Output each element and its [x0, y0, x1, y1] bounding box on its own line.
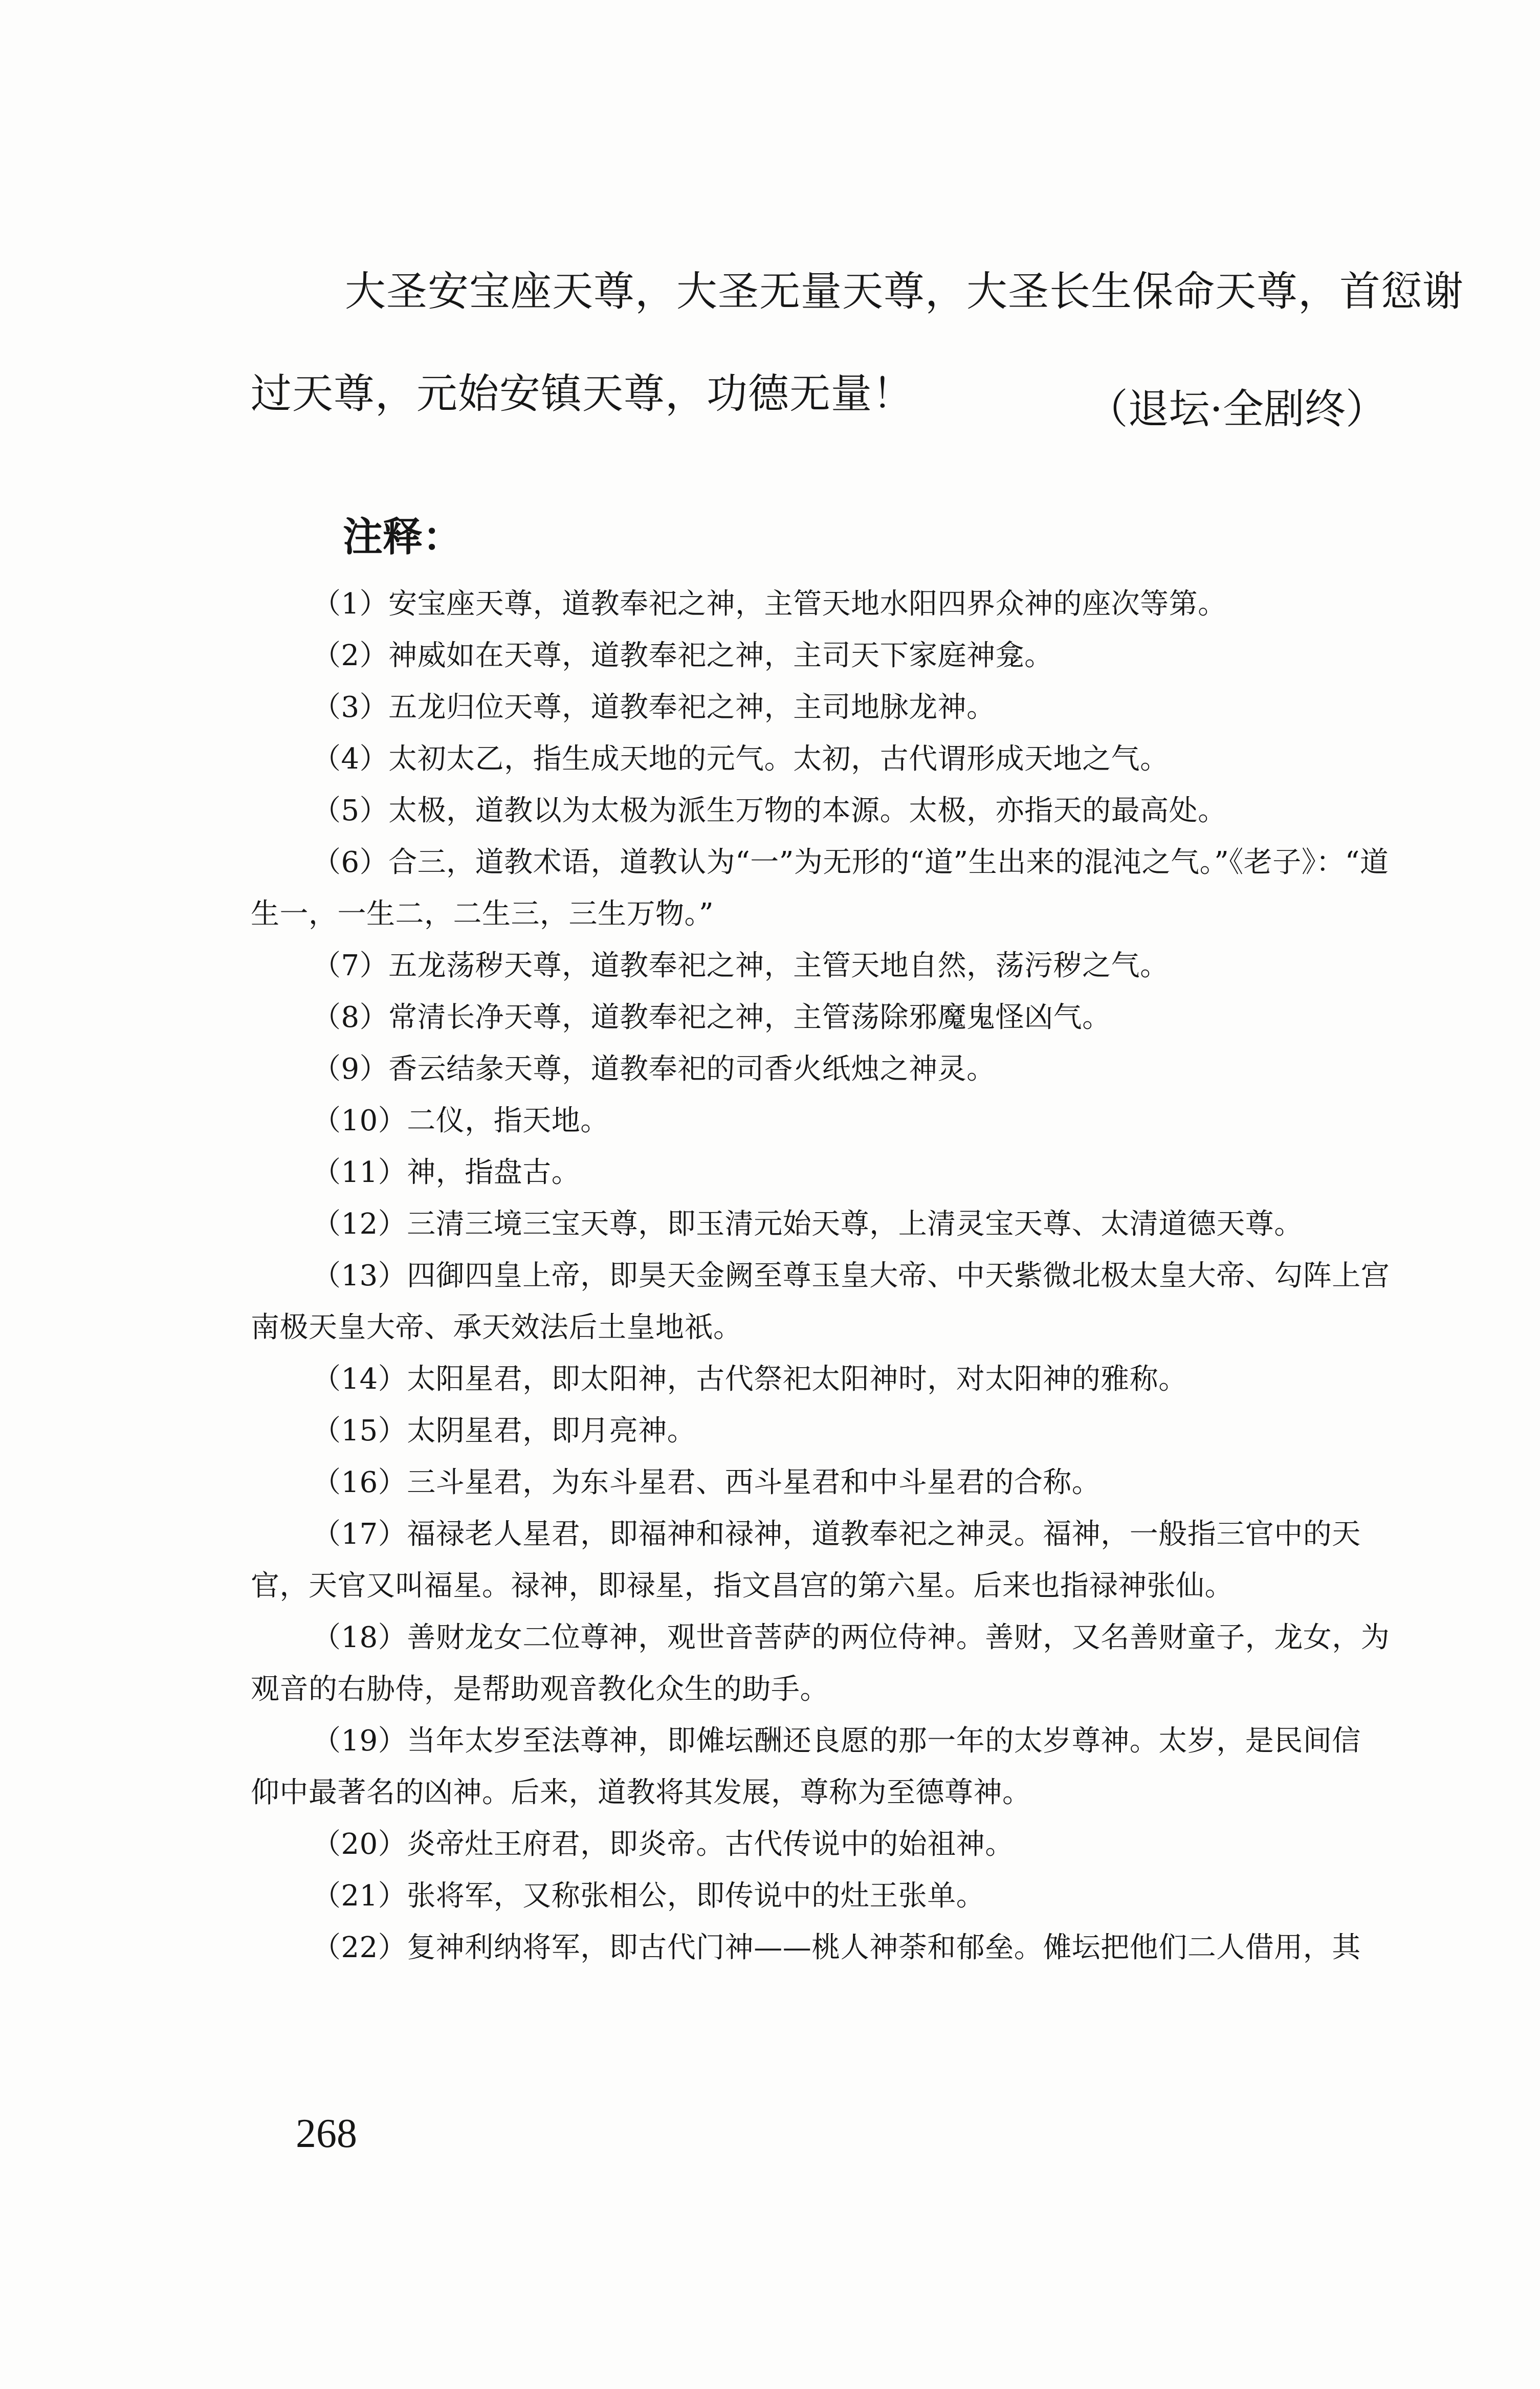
stage-direction: （退坛·全剧终） — [1087, 385, 1387, 433]
note-21: （21）张将军，又称张相公，即传说中的灶王张单。 — [312, 1879, 985, 1913]
note-13: （13）四御四皇上帝，即昊天金阙至尊玉皇大帝、中天紫微北极太皇大帝、勾阵上宫 南极天皇大帝、承天效法后土皇地祇。 — [251, 1259, 1390, 1344]
notes-heading: 注释： — [343, 514, 463, 560]
note-3: （3）五龙归位天尊，道教奉祀之神，主司地脉龙神。 — [312, 691, 996, 724]
verse-line-2: 过天尊，元始安镇天尊，功德无量！ — [251, 370, 914, 418]
note-16: （16）三斗星君，为东斗星君、西斗星君和中斗星君的合称。 — [312, 1466, 1101, 1499]
note-10: （10）二仪，指天地。 — [312, 1104, 609, 1137]
note-17: （17）福禄老人星君，即福神和禄神，道教奉祀之神灵。福神，一般指三官中的天 官，天官又叫福星。禄神，即禄星，指文昌宫的第六星。后来也指禄神张仙。 — [251, 1518, 1361, 1603]
notes-list — [251, 578, 1427, 1974]
note-7: （7）五龙荡秽天尊，道教奉祀之神，主管天地自然，荡污秽之气。 — [312, 949, 1169, 982]
page-number: 268 — [296, 2111, 357, 2156]
note-19: （19）当年太岁至法尊神，即傩坛酬还良愿的那一年的太岁尊神。太岁，是民间信 仰中最著名的凶神。后来，道教将其发展，尊称为至德尊神。 — [251, 1724, 1361, 1809]
note-11: （11）神，指盘古。 — [312, 1156, 581, 1189]
note-8: （8）常清长净天尊，道教奉祀之神，主管荡除邪魔鬼怪凶气。 — [312, 1001, 1111, 1034]
verse-line-1: 大圣安宝座天尊，大圣无量天尊，大圣长生保命天尊，首愆谢 — [345, 268, 1464, 315]
note-6: （6）合三，道教术语，道教认为“一”为无形的“道”生出来的混沌之气。”《老子》：“道 生一，一生二，二生三，三生万物。” — [251, 846, 1389, 931]
note-12: （12）三清三境三宝天尊，即玉清元始天尊，上清灵宝天尊、太清道德天尊。 — [312, 1208, 1303, 1241]
note-14: （14）太阳星君，即太阳神，古代祭祀太阳神时，对太阳神的雅称。 — [312, 1363, 1187, 1396]
note-2: （2）神威如在天尊，道教奉祀之神，主司天下家庭神龛。 — [312, 639, 1053, 672]
note-22: （22）复神利纳将军，即古代门神——桃人神荼和郁垒。傩坛把他们二人借用，其 — [312, 1931, 1361, 1964]
note-4: （4）太初太乙，指生成天地的元气。太初，古代谓形成天地之气。 — [312, 742, 1169, 776]
note-18: （18）善财龙女二位尊神，观世音菩萨的两位侍神。善财，又名善财童子，龙女，为 观音的右胁侍，是帮助观音教化众生的助手。 — [251, 1621, 1390, 1706]
note-1: （1）安宝座天尊，道教奉祀之神，主管天地水阳四界众神的座次等第。 — [312, 587, 1227, 621]
note-5: （5）太极，道教以为太极为派生万物的本源。太极，亦指天的最高处。 — [312, 794, 1227, 827]
note-9: （9）香云结彖天尊，道教奉祀的司香火纸烛之神灵。 — [312, 1053, 996, 1086]
note-15: （15）太阴星君，即月亮神。 — [312, 1414, 696, 1448]
note-20: （20）炎帝灶王府君，即炎帝。古代传说中的始祖神。 — [312, 1828, 1014, 1861]
